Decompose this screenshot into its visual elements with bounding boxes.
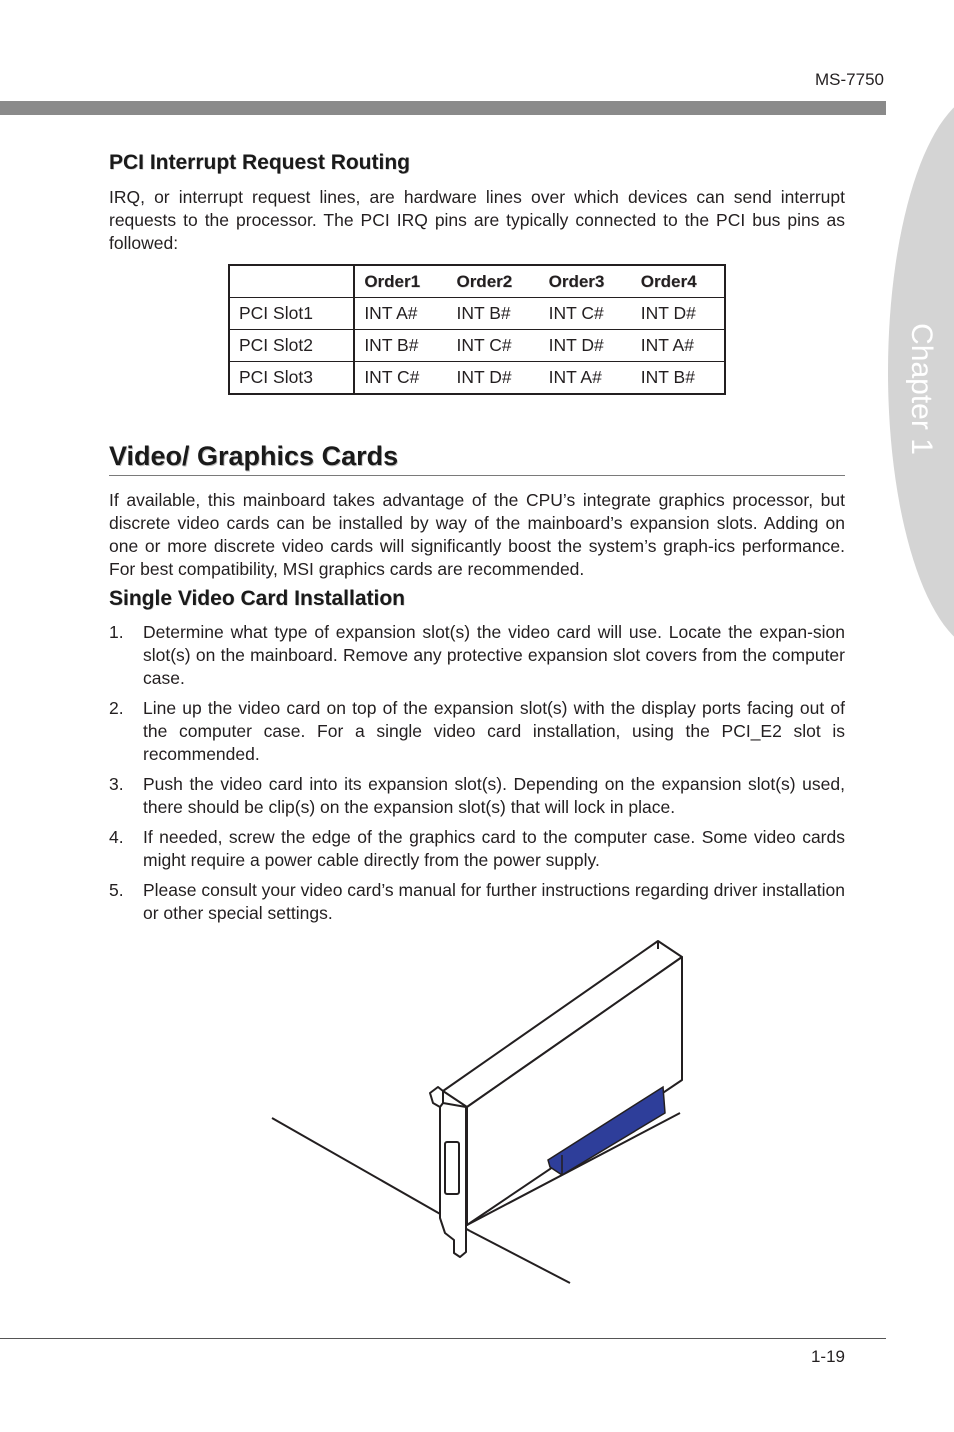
list-item — [109, 697, 845, 766]
step-text: Push the video card into its expansion slot(s). Depending on the expansion slot(s) used, there should be clip(s) on the expansion slot(s) that will lock in place. — [143, 774, 845, 817]
installation-subtitle: Single Video Card Installation — [109, 587, 405, 610]
footer-rule — [0, 1338, 886, 1339]
table-header-cell: Order4 — [632, 265, 725, 298]
table-cell: INT B# — [354, 330, 447, 362]
table-cell: INT A# — [354, 298, 447, 330]
board-edge-line — [470, 1231, 570, 1283]
table-cell: INT A# — [632, 330, 725, 362]
video-section-text: If available, this mainboard takes advantage of the CPU’s integrate graphics processor, but discrete video cards can be installed by way of the mainboard’s expansion slots. Adding on one or more discrete video cards will significantly boost the system’s graph-ics performance. For best compatibility, MSI graphics cards are recommended. — [109, 490, 845, 579]
list-item — [109, 826, 845, 872]
table-header-cell: Order1 — [354, 265, 447, 298]
table-cell: INT C# — [354, 362, 447, 395]
card-front-face — [467, 957, 682, 1225]
page-number: 1-19 — [810, 1347, 845, 1366]
table-row — [229, 330, 725, 362]
table-cell: INT A# — [540, 362, 632, 395]
table-cell: INT C# — [447, 330, 539, 362]
table-header-cell: Order2 — [447, 265, 539, 298]
table-cell: INT B# — [632, 362, 725, 395]
step-text: Please consult your video card’s manual for further instructions regarding driver installation or other special settings. — [143, 880, 845, 923]
step-text: Line up the video card on top of the expansion slot(s) with the display ports facing out of the computer case. For a single video card installation, using the PCI_E2 slot is recommended. — [143, 698, 845, 764]
section-divider — [109, 475, 845, 476]
video-section-title: Video/ Graphics Cards — [109, 441, 399, 471]
list-item — [109, 773, 845, 819]
step-number: 5. — [109, 880, 124, 900]
step-number: 3. — [109, 774, 124, 794]
step-number: 4. — [109, 827, 124, 847]
list-item — [109, 621, 845, 690]
irq-section-text: IRQ, or interrupt request lines, are hardware lines over which devices can send interrupt requests to the processor. The PCI IRQ pins are typically connected to the PCI bus pins as followed: — [109, 187, 845, 253]
step-number: 1. — [109, 622, 124, 642]
table-header-row — [229, 265, 725, 298]
table-cell: INT C# — [540, 298, 632, 330]
table-row — [229, 362, 725, 395]
installation-steps — [109, 621, 845, 932]
irq-section-title: PCI Interrupt Request Routing — [109, 151, 410, 174]
step-text: If needed, screw the edge of the graphics card to the computer case. Some video cards might require a power cable directly from the power supply. — [143, 827, 845, 870]
irq-routing-table — [228, 264, 726, 395]
table-cell: INT B# — [447, 298, 539, 330]
table-cell: INT D# — [447, 362, 539, 395]
display-port-cutout — [445, 1142, 459, 1194]
table-header-cell — [229, 265, 354, 298]
table-header-cell: Order3 — [540, 265, 632, 298]
table-cell: PCI Slot2 — [229, 330, 354, 362]
table-cell: PCI Slot1 — [229, 298, 354, 330]
step-text: Determine what type of expansion slot(s) the video card will use. Locate the expan-sion slot(s) on the mainboard. Remove any protective expansion slot covers from the computer case. — [143, 622, 845, 688]
table-row — [229, 298, 725, 330]
video-card-illustration — [260, 935, 700, 1295]
list-item — [109, 879, 845, 925]
header-bar — [0, 101, 886, 115]
model-number: MS-7750 — [815, 70, 884, 89]
table-cell: INT D# — [540, 330, 632, 362]
table-cell: INT D# — [632, 298, 725, 330]
table-cell: PCI Slot3 — [229, 362, 354, 395]
step-number: 2. — [109, 698, 124, 718]
